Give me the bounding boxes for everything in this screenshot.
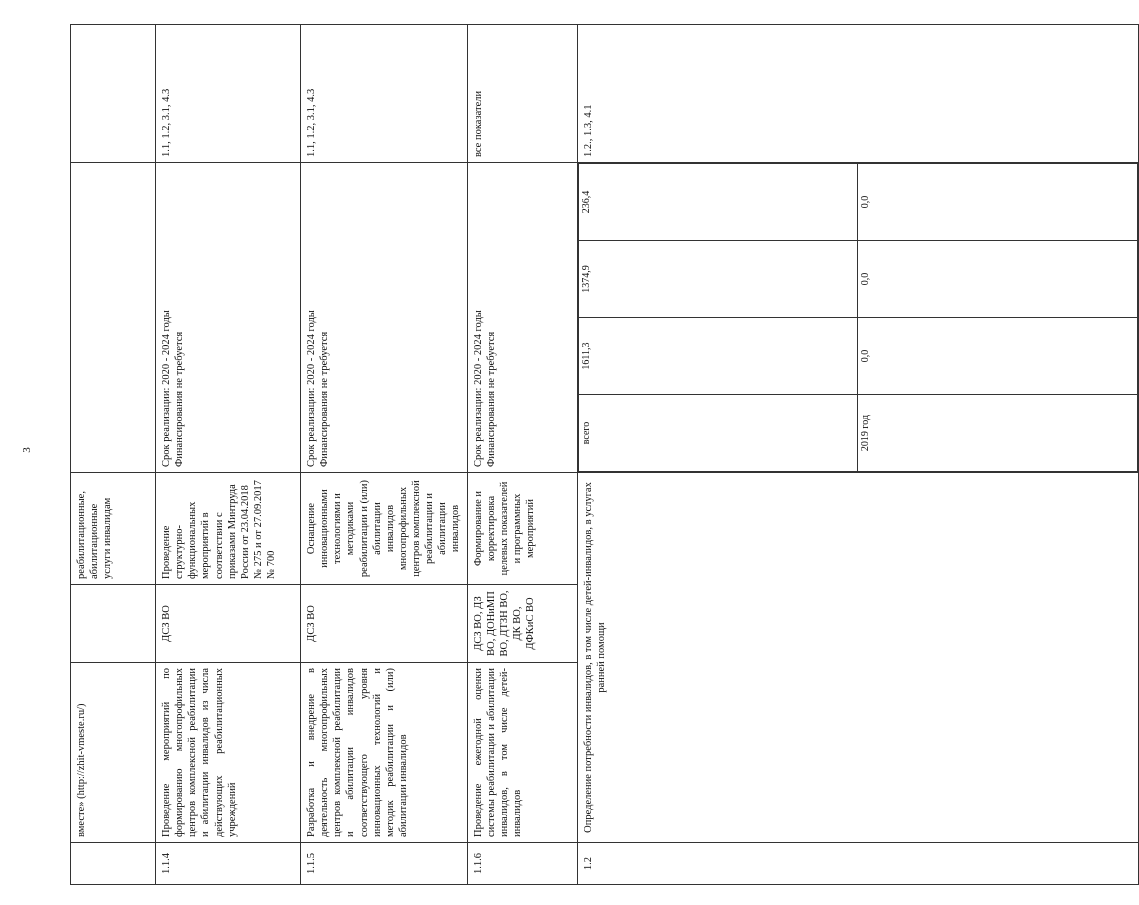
table-row xyxy=(71,25,156,885)
finance-header-total: всего xyxy=(578,395,858,472)
implementation-info xyxy=(71,163,156,473)
implementation-info: Срок реализации: 2020 - 2024 годы Финансирования не требуется xyxy=(467,163,577,473)
indicators: 1.2., 1.3, 4.1 xyxy=(577,25,1138,163)
activity-name: вместе» (http://zhit-vmeste.ru/) xyxy=(71,663,156,843)
activity-name: Определение потребности инвалидов, в том числе детей-инвалидов, в услугах ранней помощи xyxy=(577,473,1138,843)
rotated-table-viewport xyxy=(70,25,871,885)
page-number: 3 xyxy=(20,447,33,453)
landscape-sheet xyxy=(70,25,871,885)
table-row xyxy=(577,25,1138,885)
indicators: 1.1, 1.2, 3.1, 4.3 xyxy=(156,25,301,163)
indicators xyxy=(71,25,156,163)
expected-result: Проведение структурно-функциональных мероприятий в соответствии с приказами Минтруда России от 23.04.2018 № 275 и от 27.09.2017 № 700 xyxy=(156,473,301,585)
row-number: 1.1.4 xyxy=(156,843,301,885)
finance-value: 0,0 xyxy=(858,241,1138,318)
finance-row-totals xyxy=(578,164,858,472)
finance-row-2019 xyxy=(858,164,1138,472)
table-row xyxy=(467,25,577,885)
executor: ДСЗ ВО xyxy=(156,585,301,663)
program-activities-table xyxy=(70,24,1139,885)
activity-name: Проведение мероприятий по формированию многопрофильных центров комплексной реабилитации и абилитации инвалидов из числа действующих реабилитационных учреждений xyxy=(156,663,301,843)
activity-name: Проведение ежегодной оценки системы реабилитации и абилитации инвалидов, в том числе детей-инвалидов xyxy=(467,663,577,843)
row-number: 1.1.6 xyxy=(467,843,577,885)
indicators: 1.1, 1.2, 3.1, 4.3 xyxy=(301,25,468,163)
row-number: 1.1.5 xyxy=(301,843,468,885)
implementation-info: Срок реализации: 2020 - 2024 годы Финансирования не требуется xyxy=(156,163,301,473)
finance-value: 1611,3 xyxy=(578,318,858,395)
executor: ДСЗ ВО xyxy=(301,585,468,663)
finance-header-year: 2019 год xyxy=(858,395,1138,472)
expected-result: реабилитационные, абилитационные услуги инвалидам xyxy=(71,473,156,585)
expected-result: Оснащение инновационными технологиями и методиками реабилитации и (или) абилитации инвалидов многопрофильных центров комплексной реабилитации и абилитации инвалидов xyxy=(301,473,468,585)
finance-table xyxy=(578,163,1138,472)
finance-value: 0,0 xyxy=(858,318,1138,395)
activity-name: Разработка и внедрение в деятельность многопрофильных центров комплексной реабилитации и абилитации инвалидов соответствующего уровня инновационных технологий и методик реабилитации и (или) абилитации инвалидов xyxy=(301,663,468,843)
expected-result: Формирование и корректировка целевых показателей и программных мероприятий xyxy=(467,473,577,585)
row-number xyxy=(71,843,156,885)
executor: ДСЗ ВО, ДЗ ВО, ДОНиМП ВО, ДТЗН ВО, ДК ВО, ДФКиС ВО xyxy=(467,585,577,663)
finance-value: 236,4 xyxy=(578,164,858,241)
executor xyxy=(71,585,156,663)
implementation-info: Срок реализации: 2020 - 2024 годы Финансирования не требуется xyxy=(301,163,468,473)
indicators: все показатели xyxy=(467,25,577,163)
finance-cell xyxy=(577,163,1138,473)
table-row xyxy=(301,25,468,885)
row-number: 1.2 xyxy=(577,843,1138,885)
table-row xyxy=(156,25,301,885)
finance-value: 0,0 xyxy=(858,164,1138,241)
finance-value: 1374,9 xyxy=(578,241,858,318)
